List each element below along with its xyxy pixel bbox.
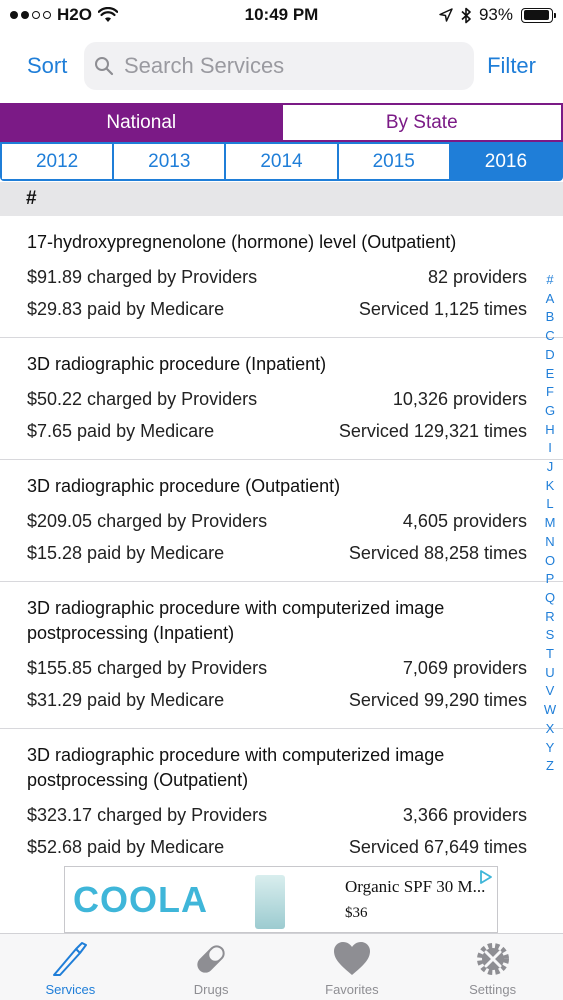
- index-letter[interactable]: X: [545, 720, 555, 736]
- serviced-count: Serviced 67,649 times: [348, 837, 527, 857]
- charged-amount: $209.05 charged by Providers: [27, 511, 268, 531]
- battery-percent: 93%: [478, 5, 513, 24]
- serviced-count: Serviced 88,258 times: [348, 543, 527, 563]
- search-icon: [94, 56, 114, 76]
- medicare-paid: $7.65 paid by Medicare: [27, 421, 215, 441]
- tab-settings-label: Settings: [469, 982, 517, 997]
- serviced-count: Serviced 1,125 times: [358, 299, 527, 319]
- location-arrow-icon: [439, 8, 453, 22]
- index-letter[interactable]: Y: [545, 739, 555, 755]
- charged-amount: $50.22 charged by Providers: [27, 389, 258, 409]
- tab-favorites[interactable]: [282, 934, 423, 1000]
- year-2016[interactable]: 2016: [449, 144, 561, 179]
- alphabet-index[interactable]: [541, 271, 559, 776]
- index-letter[interactable]: #: [546, 272, 554, 287]
- ad-title: Organic SPF 30 M...: [345, 877, 486, 896]
- list-item[interactable]: [0, 216, 563, 338]
- ad-choices-icon[interactable]: [478, 869, 494, 885]
- ad-price: $36: [345, 905, 368, 921]
- list-item[interactable]: [0, 338, 563, 460]
- service-name: 17-hydroxypregnenolone (hormone) level (Outpatient): [27, 232, 457, 252]
- status-right-group: [439, 5, 553, 25]
- service-name: 3D radiographic procedure (Outpatient): [27, 476, 341, 496]
- index-letter[interactable]: K: [545, 477, 555, 493]
- carrier-name: H2O: [57, 5, 92, 24]
- service-list[interactable]: [0, 216, 563, 866]
- medicare-paid: $52.68 paid by Medicare: [27, 837, 225, 857]
- index-letter[interactable]: G: [544, 402, 556, 418]
- year-2013[interactable]: 2013: [112, 144, 224, 179]
- year-2015[interactable]: 2015: [337, 144, 449, 179]
- index-letter[interactable]: D: [545, 346, 555, 362]
- index-letter[interactable]: L: [546, 496, 554, 512]
- tab-by-state[interactable]: By State: [281, 105, 562, 140]
- ad-product-image: [255, 875, 285, 929]
- list-item[interactable]: [0, 460, 563, 582]
- list-item[interactable]: [0, 582, 563, 729]
- charged-amount: $155.85 charged by Providers: [27, 658, 268, 678]
- ad-brand-logo: COOLA: [73, 879, 208, 920]
- index-letter[interactable]: Z: [546, 758, 554, 774]
- service-name: 3D radiographic procedure (Inpatient): [27, 354, 327, 374]
- list-item[interactable]: [0, 729, 563, 866]
- section-header: #: [0, 182, 563, 216]
- sort-button[interactable]: Sort: [27, 53, 68, 78]
- medicare-paid: $31.29 paid by Medicare: [27, 690, 225, 710]
- medicare-paid: $15.28 paid by Medicare: [27, 543, 225, 563]
- provider-count: 3,366 providers: [402, 805, 527, 825]
- tab-national[interactable]: National: [2, 105, 281, 140]
- pill-icon: [189, 939, 233, 979]
- index-letter[interactable]: O: [544, 552, 556, 568]
- tab-services-label: Services: [45, 982, 96, 997]
- index-letter[interactable]: H: [545, 421, 555, 437]
- battery-icon: [521, 8, 553, 23]
- tab-services[interactable]: [0, 934, 141, 1000]
- index-letter[interactable]: W: [543, 702, 557, 718]
- tab-settings[interactable]: [422, 934, 563, 1000]
- serviced-count: Serviced 129,321 times: [338, 421, 527, 441]
- index-letter[interactable]: U: [545, 664, 555, 680]
- provider-count: 82 providers: [427, 267, 527, 287]
- scalpel-icon: [48, 939, 92, 979]
- tab-favorites-label: Favorites: [325, 982, 379, 997]
- charged-amount: $323.17 charged by Providers: [27, 805, 268, 825]
- clock: 10:49 PM: [244, 5, 319, 24]
- index-letter[interactable]: E: [545, 365, 555, 381]
- index-letter[interactable]: S: [545, 627, 555, 643]
- index-letter[interactable]: V: [545, 683, 555, 699]
- year-2014[interactable]: 2014: [224, 144, 336, 179]
- ad-banner[interactable]: [64, 866, 498, 933]
- year-segmented-control: [0, 142, 563, 181]
- gear-icon: [471, 939, 515, 979]
- index-letter[interactable]: N: [545, 533, 555, 549]
- medicare-paid: $29.83 paid by Medicare: [27, 299, 225, 319]
- index-letter[interactable]: M: [544, 515, 556, 531]
- index-letter[interactable]: C: [545, 328, 555, 344]
- provider-count: 4,605 providers: [402, 511, 527, 531]
- tab-drugs[interactable]: [141, 934, 282, 1000]
- filter-button[interactable]: Filter: [487, 53, 536, 78]
- nav-bar: [0, 40, 563, 92]
- index-letter[interactable]: A: [545, 290, 555, 306]
- charged-amount: $91.89 charged by Providers: [27, 267, 258, 287]
- search-input[interactable]: [124, 53, 444, 79]
- scope-segmented-control: [0, 103, 563, 142]
- index-letter[interactable]: J: [546, 459, 554, 475]
- serviced-count: Serviced 99,290 times: [348, 690, 527, 710]
- index-letter[interactable]: P: [545, 571, 555, 587]
- provider-count: 10,326 providers: [392, 389, 527, 409]
- heart-icon: [330, 939, 374, 979]
- search-bar[interactable]: [84, 42, 474, 90]
- tab-drugs-label: Drugs: [193, 982, 229, 997]
- bluetooth-icon: [461, 7, 471, 24]
- index-letter[interactable]: I: [548, 440, 552, 456]
- year-2012[interactable]: 2012: [2, 144, 112, 179]
- index-letter[interactable]: F: [546, 384, 554, 400]
- index-letter[interactable]: Q: [544, 589, 556, 605]
- index-letter[interactable]: B: [545, 309, 555, 325]
- service-name: 3D radiographic procedure with computerized image postprocessing (Inpatient): [27, 598, 445, 643]
- provider-count: 7,069 providers: [402, 658, 527, 678]
- battery-fill: [524, 10, 549, 20]
- index-letter[interactable]: R: [545, 608, 555, 624]
- index-letter[interactable]: T: [546, 646, 554, 662]
- status-bar: [0, 0, 563, 32]
- service-name: 3D radiographic procedure with computerized image postprocessing (Outpatient): [27, 745, 445, 790]
- tab-bar: [0, 933, 563, 1000]
